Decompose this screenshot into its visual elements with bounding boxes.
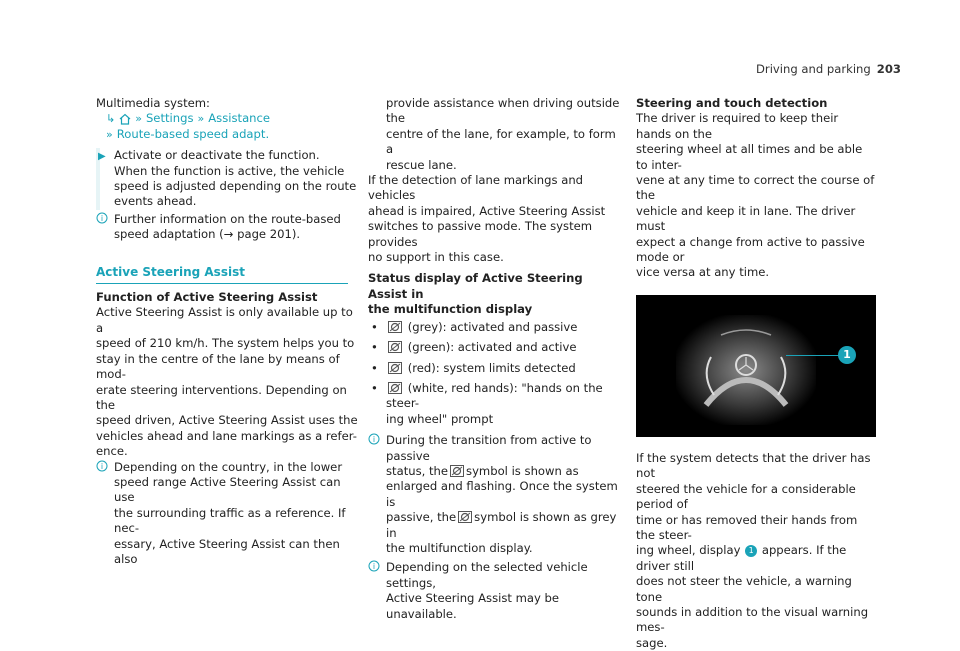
note-line: rescue lane. (386, 157, 457, 172)
note-line: Depending on the country, in the lower (114, 459, 343, 474)
body-line: steering wheel at all times and be able to inter- (636, 142, 863, 172)
steering-assist-icon (450, 465, 464, 477)
steering-assist-icon (388, 362, 402, 374)
info-icon (96, 460, 108, 472)
column-1 (96, 96, 358, 567)
status-item-grey (368, 320, 624, 335)
svg-text:i: i (100, 461, 104, 471)
action-line: speed is adjusted depending on the route (114, 179, 357, 194)
note-line: centre of the lane, for example, to form a (386, 126, 616, 157)
svg-text:i: i (100, 213, 104, 223)
note-line: the surrounding traffic as a reference. If nec- (114, 505, 346, 536)
note-line: passive, the symbol is shown as grey in (386, 510, 617, 540)
note-4 (368, 560, 624, 622)
menu-path-line-2 (96, 127, 358, 142)
steering-assist-icon (458, 511, 472, 523)
chevron-icon: » (135, 112, 142, 126)
path-intro: Multimedia system: (96, 96, 210, 110)
note-line: enlarged and flashing. Once the system is (386, 479, 618, 509)
status-title: the multifunction display (368, 302, 533, 317)
bullet: • (371, 360, 378, 375)
note-1 (96, 212, 358, 243)
bullet: • (371, 319, 378, 334)
note-line: the multifunction display. (386, 540, 533, 555)
action-step (96, 148, 358, 210)
page-header (756, 62, 901, 76)
body-line: switches to passive mode. The system provides (368, 219, 593, 249)
status-text-cont: ing wheel" prompt (386, 411, 494, 426)
column-3 (636, 96, 876, 651)
section-title: Active Steering Assist (96, 265, 348, 284)
body-line: If the detection of lane markings and vehicles (368, 173, 584, 203)
steering-assist-icon (388, 321, 402, 333)
steering-assist-icon (388, 341, 402, 353)
body-line: speed driven, Active Steering Assist uses the (96, 413, 358, 428)
status-text: (green): activated and active (407, 340, 577, 355)
status-item-green (368, 340, 624, 355)
note-line: During the transition from active to passive (386, 433, 592, 463)
body-line: does not steer the vehicle, a warning tone (636, 574, 852, 604)
body-line: ahead is impaired, Active Steering Assist (368, 203, 606, 218)
status-title: Status display of Active Steering Assist in (368, 271, 583, 301)
page-number: 203 (876, 62, 901, 76)
return-arrow-icon: ↳ (106, 112, 116, 126)
body-line: vene at any time to correct the course of the (636, 173, 875, 203)
path-assistance: Assistance (208, 111, 271, 126)
body-line: If the system detects that the driver has not (636, 450, 871, 481)
path-settings: Settings (145, 111, 194, 126)
svg-text:i: i (372, 435, 376, 445)
note-line: status, the symbol is shown as (386, 463, 579, 478)
note-line: speed adaptation (→ page 201). (114, 227, 301, 242)
status-text: (white, red hands): "hands on the steer- (386, 380, 603, 411)
body-line: sage. (636, 635, 668, 650)
body-line: vehicle and keep it in lane. The driver must (636, 203, 856, 234)
note-line: Active Steering Assist may be unavailable. (386, 591, 560, 621)
action-line: Activate or deactivate the function. (114, 148, 320, 163)
note-line: Further information on the route-based (114, 211, 341, 226)
section-heading: Steering and touch detection (636, 96, 828, 110)
steering-wheel-icon (636, 295, 876, 437)
body-line: no support in this case. (368, 250, 504, 265)
body-line: stay in the centre of the lane by means of mod- (96, 351, 340, 382)
menu-path-line-1 (96, 111, 358, 126)
note-line: essary, Active Steering Assist can then also (114, 536, 340, 566)
status-text: (grey): activated and passive (407, 319, 578, 334)
body-line: expect a change from active to passive mode or (636, 234, 865, 265)
note-3 (368, 433, 624, 556)
status-item-white (368, 381, 624, 427)
sub-title: Function of Active Steering Assist (96, 290, 318, 305)
steering-assist-icon (388, 382, 402, 394)
body-line: ing wheel, display 1 appears. If the driver still (636, 543, 847, 573)
note-line: Depending on the selected vehicle settings, (386, 560, 588, 590)
path-route-speed: Route-based speed adapt. (116, 126, 270, 141)
body-line: The driver is required to keep their hands on the (636, 111, 839, 141)
body-line: erate steering interventions. Depending on the (96, 382, 347, 412)
status-item-red (368, 361, 624, 376)
note-continuation (368, 96, 624, 173)
info-icon (96, 212, 108, 224)
callout-line (786, 355, 844, 356)
status-text: (red): system limits detected (407, 360, 576, 375)
column-2 (368, 96, 624, 622)
body-line: sounds in addition to the visual warning mes- (636, 604, 869, 635)
action-line: events ahead. (114, 194, 197, 209)
svg-text:i: i (372, 562, 376, 572)
action-line: When the function is active, the vehicle (114, 163, 345, 178)
steering-wheel-figure (636, 295, 876, 437)
body-line: steered the vehicle for a considerable period of (636, 481, 856, 512)
callout-badge-inline: 1 (745, 545, 757, 557)
note-line: provide assistance when driving outside the (386, 96, 620, 126)
section-name: Driving and parking (756, 62, 871, 76)
body-line: time or has removed their hands from the steer- (636, 512, 858, 542)
note-line: speed range Active Steering Assist can use (114, 474, 341, 505)
chevron-icon: » (197, 112, 205, 126)
body-line: ence. (96, 444, 128, 459)
chevron-icon: » (106, 127, 113, 141)
info-icon (368, 560, 380, 572)
bullet: • (371, 380, 378, 395)
action-triangle-icon: ▶ (98, 151, 106, 163)
info-icon (368, 433, 380, 445)
body-line: vehicles ahead and lane markings as a refer- (96, 428, 357, 443)
bullet: • (371, 340, 378, 355)
note-2 (96, 460, 358, 568)
body-line: vice versa at any time. (636, 265, 770, 280)
home-icon (119, 113, 131, 125)
body-line: Active Steering Assist is only available up to a (96, 305, 353, 335)
body-line: speed of 210 km/h. The system helps you to (96, 336, 355, 351)
callout-badge: 1 (838, 346, 856, 364)
